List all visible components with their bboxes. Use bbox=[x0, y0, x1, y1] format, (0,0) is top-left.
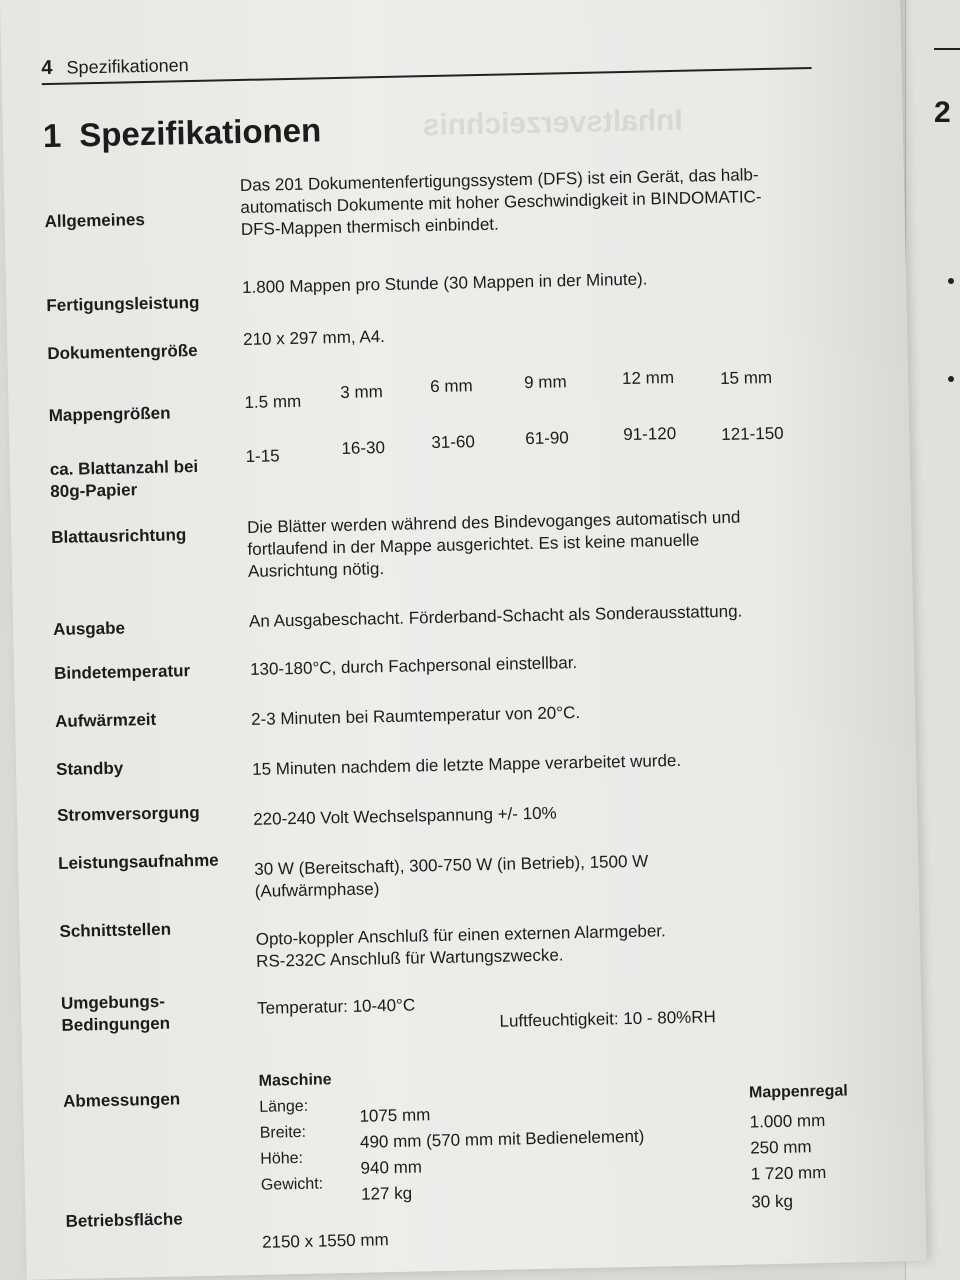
running-header bbox=[41, 54, 189, 80]
spec-label-fertigungsleistung: Fertigungsleistung bbox=[46, 292, 200, 316]
chapter-title bbox=[42, 111, 321, 155]
machine-dimension: 127 kg bbox=[360, 1183, 413, 1204]
spec-label-dokumentengroesse: Dokumentengröße bbox=[47, 340, 198, 364]
spec-value-temperatur: Temperatur: 10-40°C bbox=[256, 995, 416, 1018]
text-line: 30 W (Bereitschaft), 300-750 W (in Betrieb), 1500 W bbox=[254, 851, 649, 879]
text-line: Die Blätter werden während des Bindevoganges automatisch und bbox=[246, 507, 741, 537]
text-line: DFS-Mappen thermisch einbindet. bbox=[240, 214, 499, 240]
spec-value-allgemeines bbox=[240, 163, 831, 241]
mappengroesse-cell: 15 mm bbox=[719, 367, 773, 389]
machine-heading: Maschine bbox=[258, 1071, 332, 1090]
dimension-name: Breite: bbox=[259, 1123, 307, 1142]
spec-label-leistungsaufnahme: Leistungsaufnahme bbox=[57, 850, 219, 873]
text-line: Ausrichtung nötig. bbox=[247, 559, 385, 581]
blattanzahl-cell: 16-30 bbox=[341, 438, 386, 458]
spec-value-standby: 15 Minuten nachdem die letzte Mappe verarbeitet wurde. bbox=[251, 750, 682, 779]
spec-label-stromversorgung: Stromversorgung bbox=[56, 802, 200, 825]
label-line: 80g-Papier bbox=[50, 480, 138, 502]
mappengroesse-cell: 9 mm bbox=[523, 372, 567, 393]
spec-label-umgebung bbox=[61, 991, 171, 1037]
spec-label-aufwaermzeit: Aufwärmzeit bbox=[54, 709, 157, 732]
page-number: 4 bbox=[41, 56, 53, 80]
spec-value-schnittstellen bbox=[256, 916, 847, 972]
spec-label-allgemeines: Allgemeines bbox=[44, 210, 145, 232]
spec-value-betriebsflaeche: 2150 x 1550 mm bbox=[261, 1230, 389, 1252]
rack-heading: Mappenregal bbox=[748, 1082, 848, 1102]
spec-label-standby: Standby bbox=[55, 758, 124, 779]
text-line: (Aufwärmphase) bbox=[254, 879, 380, 901]
machine-dimension: 490 mm (570 mm mit Bedienelement) bbox=[359, 1126, 645, 1152]
spec-value-ausgabe: An Ausgabeschacht. Förderband-Schacht als Sonderausstattung. bbox=[248, 601, 743, 631]
spec-value-luftfeuchtigkeit: Luftfeuchtigkeit: 10 - 80%RH bbox=[499, 1007, 717, 1031]
facing-page-rule bbox=[934, 48, 960, 50]
dimension-name: Länge: bbox=[259, 1097, 309, 1116]
label-line: ca. Blattanzahl bei bbox=[49, 456, 199, 480]
spec-label-betriebsflaeche: Betriebsfläche bbox=[65, 1209, 183, 1231]
blattanzahl-cell: 121-150 bbox=[721, 423, 784, 444]
mappengroesse-cell: 1.5 mm bbox=[244, 391, 302, 412]
show-through-text: Inhaltsverzeichnis bbox=[422, 103, 684, 143]
spec-label-ausgabe: Ausgabe bbox=[52, 618, 126, 640]
blattanzahl-cell: 1-15 bbox=[245, 446, 280, 466]
spec-label-abmessungen: Abmessungen bbox=[62, 1089, 181, 1111]
label-line: Bedingungen bbox=[61, 1013, 171, 1035]
mappengroesse-cell: 3 mm bbox=[340, 382, 383, 402]
rack-dimension: 1.000 mm bbox=[749, 1110, 826, 1132]
text-line: automatisch Dokumente mit hoher Geschwindigkeit in BINDOMATIC- bbox=[240, 187, 762, 218]
facing-page-number: 2 bbox=[934, 96, 951, 129]
spec-value-bindetemperatur: 130-180°C, durch Fachpersonal einstellbar. bbox=[249, 653, 578, 679]
blattanzahl-cell: 61-90 bbox=[525, 428, 569, 449]
label-line: Umgebungs- bbox=[60, 991, 166, 1013]
facing-page-bullet bbox=[948, 376, 954, 382]
chapter-title-text: Spezifikationen bbox=[78, 111, 322, 154]
spec-value-blattausrichtung bbox=[247, 505, 838, 583]
rack-dimension: 250 mm bbox=[750, 1137, 812, 1158]
text-line: Das 201 Dokumentenfertigungssystem (DFS) ist ein Gerät, das halb- bbox=[239, 165, 759, 196]
rack-dimension: 1 720 mm bbox=[750, 1162, 827, 1184]
spec-label-blattausrichtung: Blattausrichtung bbox=[51, 525, 187, 548]
dimension-name: Höhe: bbox=[260, 1149, 304, 1168]
dimension-name: Gewicht: bbox=[260, 1175, 324, 1194]
spec-value-dokumentengroesse: 210 x 297 mm, A4. bbox=[242, 327, 386, 349]
spec-label-bindetemperatur: Bindetemperatur bbox=[53, 661, 191, 684]
spec-label-blattanzahl bbox=[50, 456, 199, 503]
machine-dimension: 1075 mm bbox=[359, 1105, 431, 1126]
blattanzahl-cell: 91-120 bbox=[623, 423, 677, 445]
text-line: Opto-koppler Anschluß für einen externen Alarmgeber. bbox=[255, 921, 666, 949]
mappengroesse-cell: 6 mm bbox=[429, 376, 473, 397]
blattanzahl-cell: 31-60 bbox=[431, 432, 476, 453]
spec-label-schnittstellen: Schnittstellen bbox=[59, 919, 172, 941]
mappengroesse-cell: 12 mm bbox=[621, 367, 675, 389]
spec-value-aufwaermzeit: 2-3 Minuten bei Raumtemperatur von 20°C. bbox=[250, 703, 581, 729]
spec-label-mappengroessen: Mappengrößen bbox=[48, 403, 171, 426]
rack-dimension: 30 kg bbox=[751, 1191, 794, 1212]
spec-value-stromversorgung: 220-240 Volt Wechselspannung +/- 10% bbox=[253, 803, 557, 829]
chapter-number: 1 bbox=[42, 116, 62, 155]
machine-dimension: 940 mm bbox=[360, 1157, 423, 1178]
text-line: RS-232C Anschluß für Wartungszwecke. bbox=[255, 945, 564, 971]
running-header-title: Spezifikationen bbox=[66, 55, 189, 78]
spec-value-leistungsaufnahme bbox=[254, 847, 845, 903]
facing-page-bullet bbox=[948, 278, 954, 284]
spec-value-fertigungsleistung: 1.800 Mappen pro Stunde (30 Mappen in der Minute). bbox=[241, 269, 648, 297]
text-line: fortlaufend in der Mappe ausgerichtet. Es ist keine manuelle bbox=[247, 530, 700, 559]
